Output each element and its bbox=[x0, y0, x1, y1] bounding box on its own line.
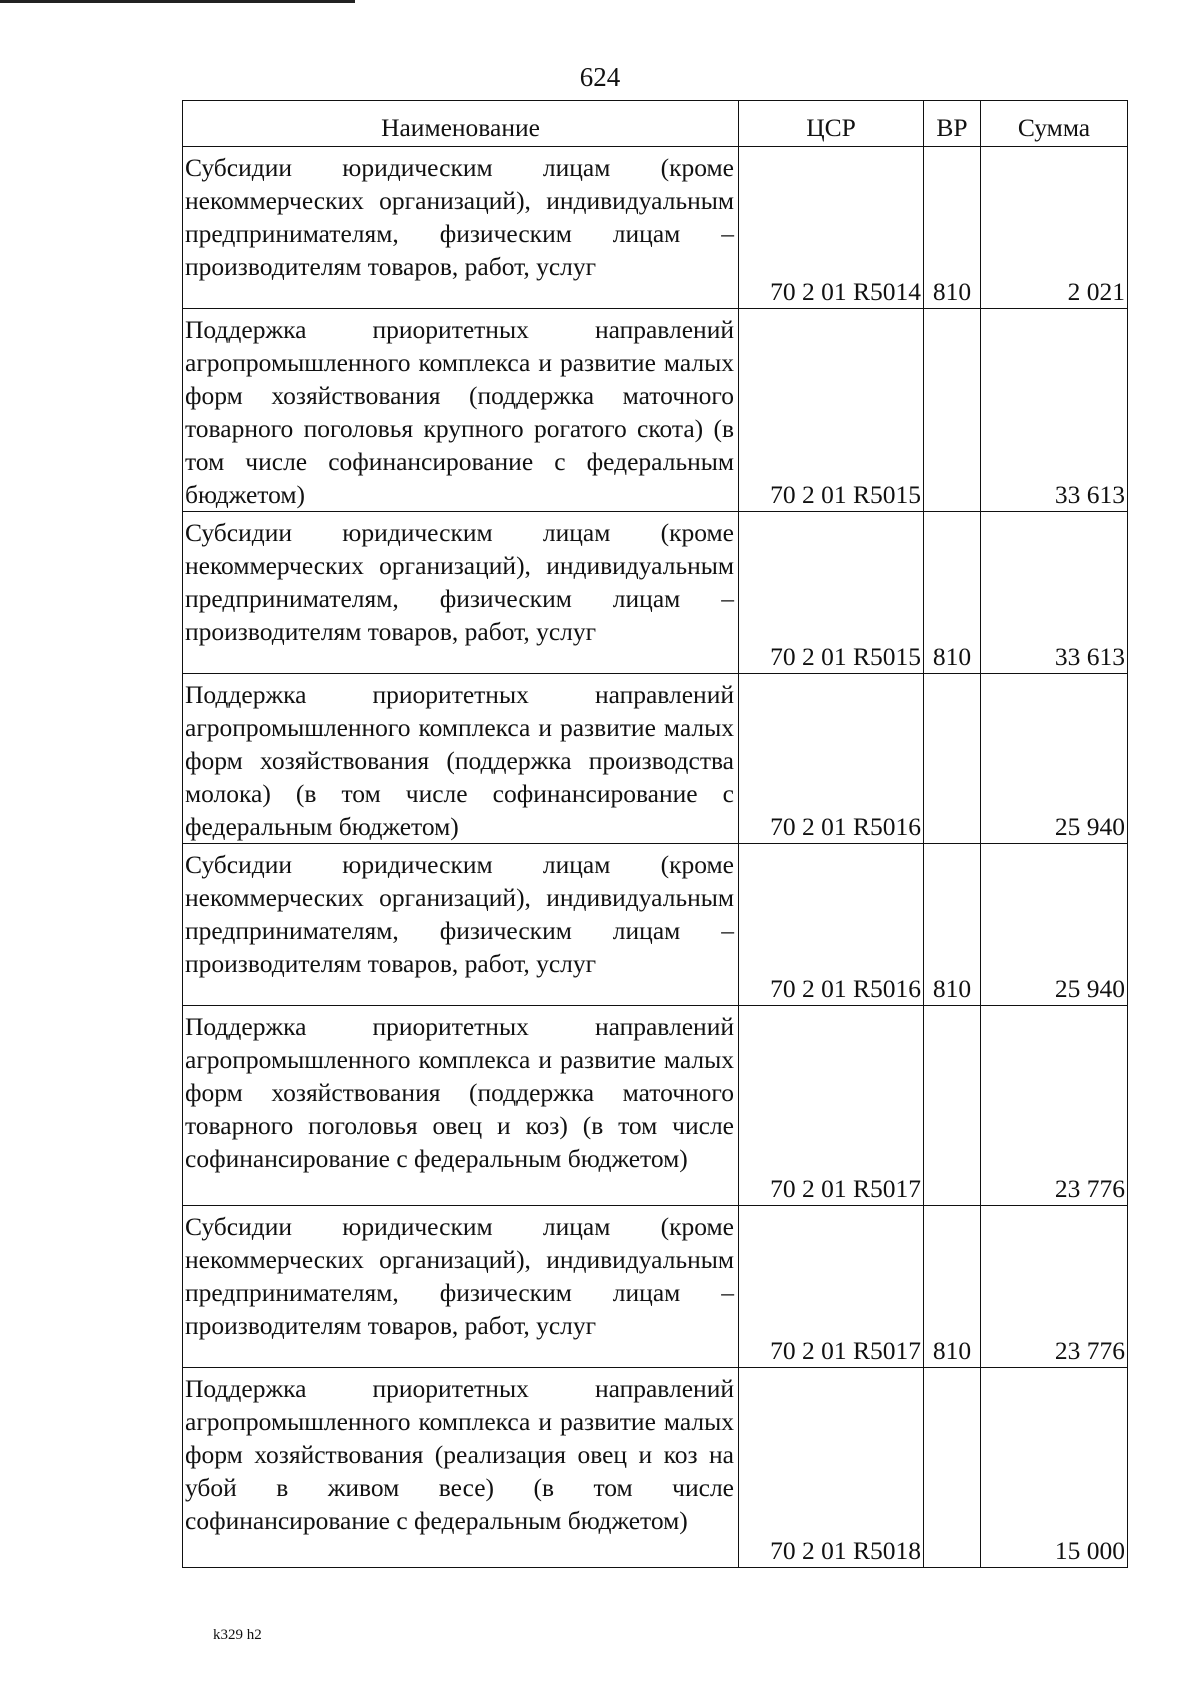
row-csr: 70 2 01 R5015 bbox=[739, 309, 924, 512]
table-row bbox=[183, 147, 1128, 309]
row-name: Поддержка приоритетных направлений агропромышленного комплекса и развитие малых форм хозяйствования (поддержка маточного товарного поголовья крупного рогатого скота) (в том числе софинансирование с федеральным бюджетом) bbox=[183, 309, 739, 512]
row-sum: 25 940 bbox=[981, 674, 1128, 844]
column-header-sum: Сумма bbox=[981, 101, 1128, 147]
row-csr: 70 2 01 R5018 bbox=[739, 1368, 924, 1568]
column-header-name: Наименование bbox=[183, 101, 739, 147]
row-sum: 23 776 bbox=[981, 1206, 1128, 1368]
row-sum: 33 613 bbox=[981, 309, 1128, 512]
row-csr: 70 2 01 R5017 bbox=[739, 1206, 924, 1368]
row-sum: 2 021 bbox=[981, 147, 1128, 309]
footer-code: k329 h2 bbox=[213, 1627, 262, 1643]
table-row bbox=[183, 512, 1128, 674]
column-header-csr: ЦСР bbox=[739, 101, 924, 147]
row-name: Субсидии юридическим лицам (кроме некоммерческих организаций), индивидуальным предпринимателям, физическим лицам – производителям товаров, работ, услуг bbox=[183, 512, 739, 674]
row-name: Поддержка приоритетных направлений агропромышленного комплекса и развитие малых форм хозяйствования (поддержка маточного товарного поголовья овец и коз) (в том числе софинансирование с федеральным бюджетом) bbox=[183, 1006, 739, 1206]
row-vr bbox=[924, 1368, 981, 1568]
column-header-vr: ВР bbox=[924, 101, 981, 147]
row-vr: 810 bbox=[924, 844, 981, 1006]
table-row bbox=[183, 844, 1128, 1006]
table-header-row bbox=[183, 101, 1128, 147]
row-csr: 70 2 01 R5015 bbox=[739, 512, 924, 674]
row-csr: 70 2 01 R5016 bbox=[739, 844, 924, 1006]
row-name: Субсидии юридическим лицам (кроме некоммерческих организаций), индивидуальным предпринимателям, физическим лицам – производителям товаров, работ, услуг bbox=[183, 147, 739, 309]
table-row bbox=[183, 1006, 1128, 1206]
page-number: 624 bbox=[579, 62, 621, 92]
row-name: Поддержка приоритетных направлений агропромышленного комплекса и развитие малых форм хозяйствования (реализация овец и коз на убой в живом весе) (в том числе софинансирование с федеральным бюджетом) bbox=[183, 1368, 739, 1568]
row-csr: 70 2 01 R5014 bbox=[739, 147, 924, 309]
row-sum: 33 613 bbox=[981, 512, 1128, 674]
row-sum: 15 000 bbox=[981, 1368, 1128, 1568]
row-sum: 25 940 bbox=[981, 844, 1128, 1006]
row-vr bbox=[924, 309, 981, 512]
scan-edge-line bbox=[0, 0, 355, 3]
row-vr: 810 bbox=[924, 1206, 981, 1368]
budget-table bbox=[182, 100, 1128, 1568]
row-vr: 810 bbox=[924, 512, 981, 674]
table-row bbox=[183, 674, 1128, 844]
table-row bbox=[183, 309, 1128, 512]
row-name: Субсидии юридическим лицам (кроме некоммерческих организаций), индивидуальным предпринимателям, физическим лицам – производителям товаров, работ, услуг bbox=[183, 844, 739, 1006]
row-name: Поддержка приоритетных направлений агропромышленного комплекса и развитие малых форм хозяйствования (поддержка производства молока) (в том числе софинансирование с федеральным бюджетом) bbox=[183, 674, 739, 844]
row-vr bbox=[924, 674, 981, 844]
row-name: Субсидии юридическим лицам (кроме некоммерческих организаций), индивидуальным предпринимателям, физическим лицам – производителям товаров, работ, услуг bbox=[183, 1206, 739, 1368]
row-csr: 70 2 01 R5017 bbox=[739, 1006, 924, 1206]
row-vr: 810 bbox=[924, 147, 981, 309]
table-row bbox=[183, 1368, 1128, 1568]
row-sum: 23 776 bbox=[981, 1006, 1128, 1206]
table-row bbox=[183, 1206, 1128, 1368]
row-csr: 70 2 01 R5016 bbox=[739, 674, 924, 844]
row-vr bbox=[924, 1006, 981, 1206]
